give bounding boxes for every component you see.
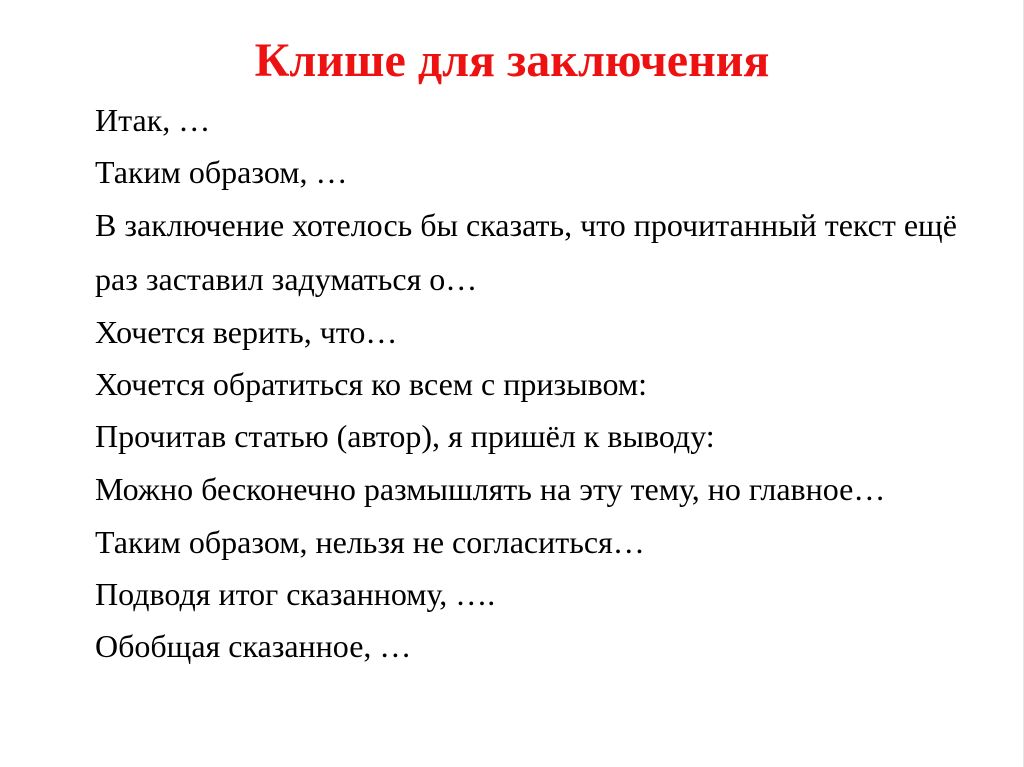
phrase-item: Подводя итог сказанному, …. <box>95 576 496 612</box>
phrase-item: В заключение хотелось бы сказать, что прочитанный текст ещё раз заставил задуматься о… <box>95 207 957 297</box>
phrase-item: Таким образом, нельзя не согласиться… <box>95 524 645 560</box>
phrase-item: Итак, … <box>95 102 211 138</box>
phrase-item: Обобщая сказанное, … <box>95 628 412 664</box>
phrase-item: Прочитав статью (автор), я пришёл к выводу: <box>95 418 715 454</box>
phrase-list <box>95 94 975 672</box>
phrase-item: Хочется верить, что… <box>95 314 398 350</box>
phrase-item: Хочется обратиться ко всем с призывом: <box>95 366 648 402</box>
phrase-item: Таким образом, … <box>95 154 348 190</box>
slide-title: Клише для заключения <box>254 34 770 87</box>
phrase-item: Можно бесконечно размышлять на эту тему, но главное… <box>95 471 886 507</box>
